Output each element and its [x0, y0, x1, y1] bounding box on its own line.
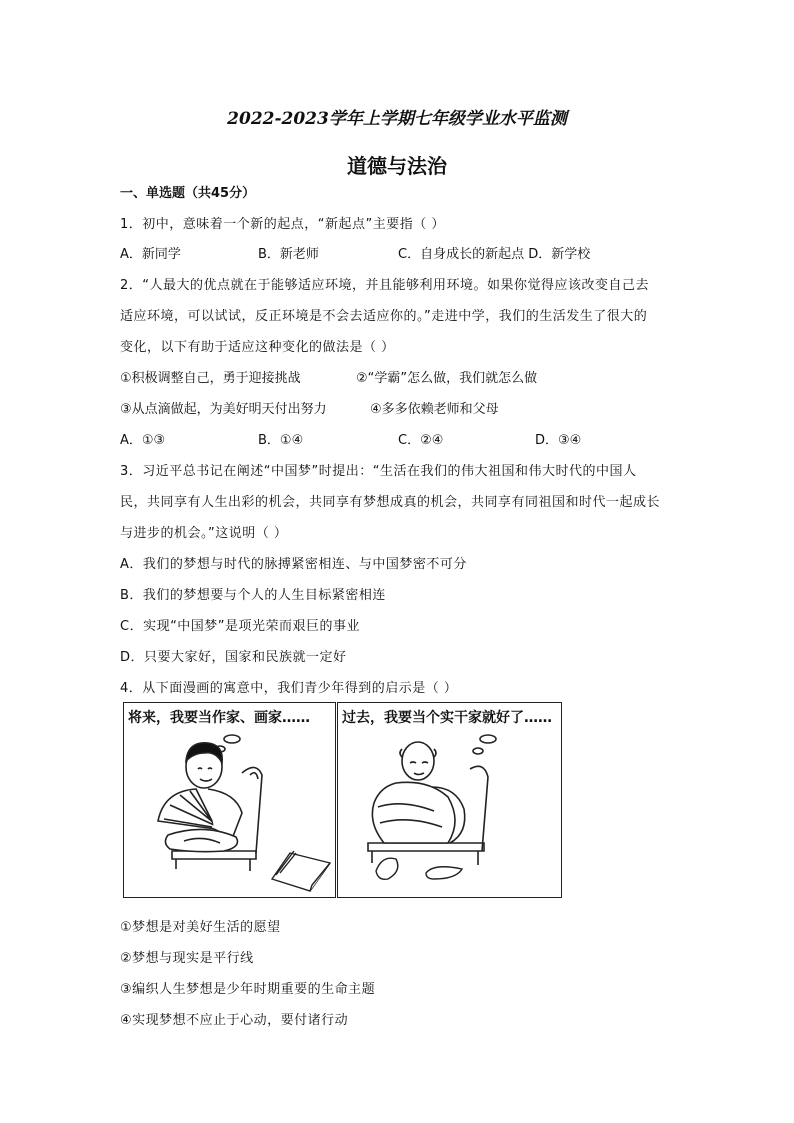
q2-item-4: ④多多依赖老师和父母: [370, 402, 499, 417]
subject-title: 道德与法治: [347, 154, 447, 178]
question-3-stem-line: 与进步的机会。”这说明（ ）: [120, 526, 288, 541]
question-4-stem: 4．从下面漫画的寓意中，我们青少年得到的启示是（ ）: [120, 681, 458, 696]
q2-option-c: C．②④: [398, 433, 444, 448]
q2-option-a: A．①③: [120, 433, 166, 448]
comic-panel-right: [337, 702, 562, 898]
question-1-stem: 1．初中，意味着一个新的起点，“新起点”主要指（ ）: [120, 217, 445, 232]
q4-item-3: ③编织人生梦想是少年时期重要的生命主题: [120, 982, 376, 997]
q4-item-1: ①梦想是对美好生活的愿望: [120, 920, 281, 935]
q2-item-2: ②“学霸”怎么做，我们就怎么做: [356, 371, 538, 386]
q2-item-3: ③从点滴做起，为美好明天付出努力: [120, 402, 327, 417]
question-2-stem-line: 2．“人最大的优点就在于能够适应环境，并且能够利用环境。如果你觉得应该改变自己去: [120, 278, 650, 293]
old-man-illustration: [338, 703, 561, 897]
question-2-stem-line: 适应环境，可以试试，反正环境是不会去适应你的。”走进中学，我们的生活发生了很大的: [120, 309, 648, 324]
exam-title: 2022-2023学年上学期七年级学业水平监测: [227, 109, 567, 129]
q3-option-c: C．实现“中国梦”是项光荣而艰巨的事业: [120, 619, 361, 634]
q2-item-1: ①积极调整自己，勇于迎接挑战: [120, 371, 301, 386]
comic-panel-left: [123, 702, 336, 898]
q1-option-a: A．新同学: [120, 247, 181, 262]
q1-option-c-d: C．自身成长的新起点 D．新学校: [398, 247, 591, 262]
section-heading: 一、单选题（共45分）: [120, 186, 256, 201]
q4-item-4: ④实现梦想不应止于心动，要付诸行动: [120, 1013, 349, 1028]
q3-option-d: D．只要大家好，国家和民族就一定好: [120, 650, 347, 665]
q2-option-d: D．③④: [535, 433, 582, 448]
question-2-stem-line: 变化，以下有助于适应这种变化的做法是（ ）: [120, 340, 395, 355]
comic-right-caption: 过去，我要当个实干家就好了……: [342, 710, 552, 726]
q3-option-a: A．我们的梦想与时代的脉搏紧密相连、与中国梦密不可分: [120, 557, 467, 572]
q2-option-b: B．①④: [258, 433, 304, 448]
comic-left-caption: 将来，我要当作家、画家……: [128, 710, 310, 726]
q3-option-b: B．我们的梦想要与个人的人生目标紧密相连: [120, 588, 386, 603]
boy-with-fan-illustration: [124, 703, 335, 897]
question-3-stem-line: 3．习近平总书记在阐述“中国梦”时提出：“生活在我们的伟大祖国和伟大时代的中国人: [120, 464, 637, 479]
question-3-stem-line: 民，共同享有人生出彩的机会，共同享有梦想成真的机会，共同享有同祖国和时代一起成长: [120, 495, 661, 510]
q1-option-b: B．新老师: [258, 247, 319, 262]
q4-item-2: ②梦想与现实是平行线: [120, 951, 254, 966]
